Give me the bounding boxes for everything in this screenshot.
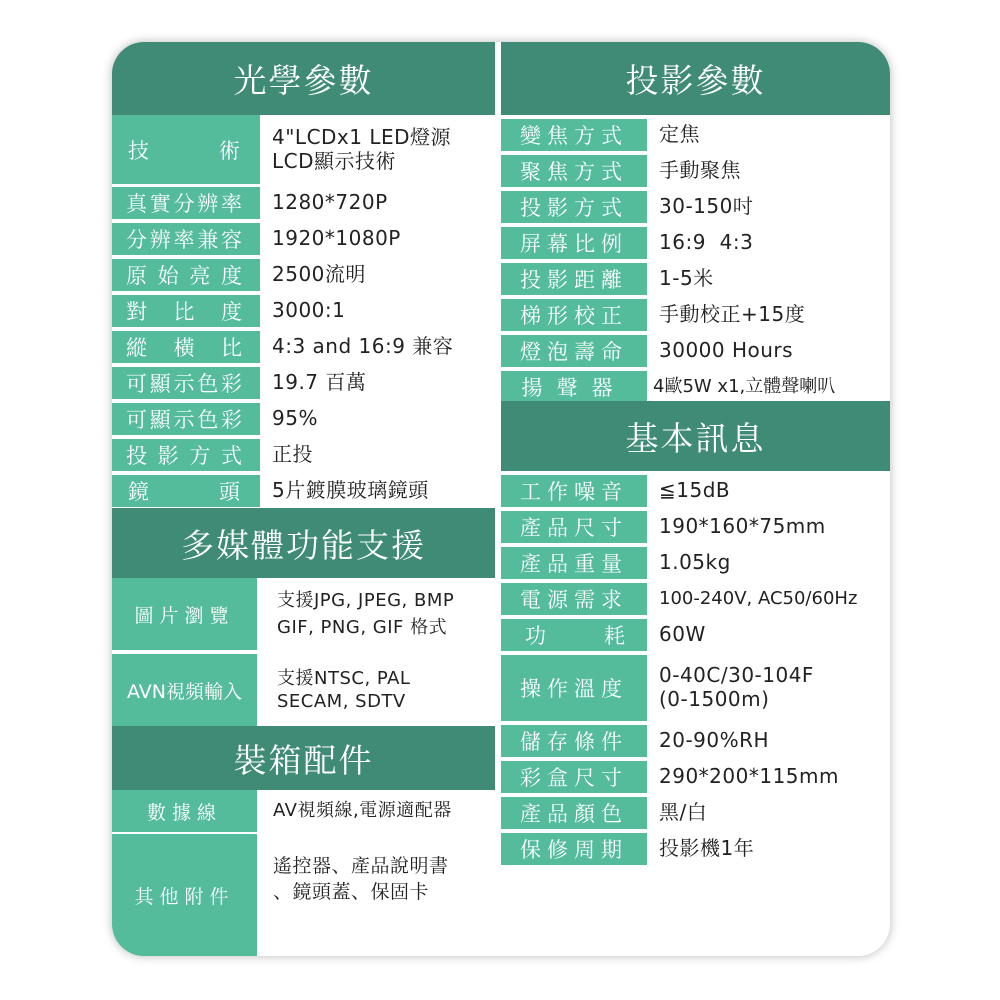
label-speaker: 揚聲器 xyxy=(501,371,647,403)
label-char: 方 xyxy=(189,444,211,468)
label-lens xyxy=(112,475,260,507)
value-lamp-life: 30000 Hours xyxy=(659,338,794,363)
optical-section-title: 光學參數 xyxy=(112,42,495,115)
label-focus: 聚焦方式 xyxy=(501,155,647,187)
value-cables: AV視頻線,電源適配器 xyxy=(273,800,452,822)
value-projection-mode: 正投 xyxy=(272,442,313,467)
label-char: 式 xyxy=(220,444,242,468)
label-keystone: 梯形校正 xyxy=(501,299,647,331)
label-char: 亮 xyxy=(189,264,211,288)
value-brightness: 2500流明 xyxy=(272,262,366,287)
label-char: 實 xyxy=(149,192,171,216)
value-warranty: 投影機1年 xyxy=(659,836,755,861)
label-projection-size: 投影方式 xyxy=(501,191,647,223)
label-char: 真 xyxy=(126,192,147,216)
label-char: 率 xyxy=(221,192,242,216)
value-focus: 手動聚焦 xyxy=(659,158,741,183)
value-screen-ratio: 16:9 4:3 xyxy=(659,230,754,255)
value-product-weight: 1.05kg xyxy=(659,550,731,575)
label-other-accessories: 其他附件 xyxy=(112,834,257,956)
label-char: 始 xyxy=(157,264,179,288)
label-operating-temp: 操作溫度 xyxy=(501,655,647,721)
label-product-weight: 產品重量 xyxy=(501,547,647,579)
label-image-browsing: 圖片瀏覽 xyxy=(112,578,257,650)
value-product-size: 190*160*75mm xyxy=(659,514,826,539)
value-projection-size: 30-150吋 xyxy=(659,194,754,219)
label-contrast xyxy=(112,295,260,327)
label-char: 色 xyxy=(197,408,219,432)
accessories-section-title: 裝箱配件 xyxy=(112,726,495,790)
label-projection-mode xyxy=(112,439,260,471)
label-technology xyxy=(112,115,260,184)
label-storage: 儲存條件 xyxy=(501,725,647,757)
label-zoom: 變焦方式 xyxy=(501,119,647,151)
label-display-colors xyxy=(112,367,260,399)
value-speaker: 4歐5W x1,立體聲喇叭 xyxy=(653,376,836,398)
label-warranty: 保修周期 xyxy=(501,833,647,865)
value-contrast: 3000:1 xyxy=(272,298,346,323)
value-image-browsing: 支援JPG, JPEG, BMP GIF, PNG, GIF 格式 xyxy=(277,590,455,638)
label-char: 彩 xyxy=(221,372,242,396)
value-color-gamut: 95% xyxy=(272,406,318,431)
label-char: 原 xyxy=(126,264,147,288)
label-char: 顯 xyxy=(149,372,171,396)
label-char: 鏡 xyxy=(128,480,149,504)
label-char: 示 xyxy=(173,408,195,432)
label-compatible-resolution xyxy=(112,223,260,255)
label-char: 彩 xyxy=(221,408,242,432)
value-lens: 5片鍍膜玻璃鏡頭 xyxy=(272,478,429,503)
label-char: 辨 xyxy=(149,228,171,252)
value-power-supply: 100-240V, AC50/60Hz xyxy=(659,588,858,610)
value-operating-temp: 0-40C/30-104F (0-1500m) xyxy=(659,663,814,711)
value-storage: 20-90%RH xyxy=(659,728,770,753)
value-product-color: 黑/白 xyxy=(659,800,708,825)
label-char: 功 xyxy=(525,624,546,648)
value-box-size: 290*200*115mm xyxy=(659,764,839,789)
label-product-size: 產品尺寸 xyxy=(501,511,647,543)
label-native-resolution xyxy=(112,187,260,219)
value-native-resolution: 1280*720P xyxy=(272,190,388,215)
label-box-size: 彩盒尺寸 xyxy=(501,761,647,793)
label-product-color: 產品顏色 xyxy=(501,797,647,829)
label-technology-char-1: 技 xyxy=(128,138,149,163)
label-char: 分 xyxy=(126,228,147,252)
value-technology: 4"LCDx1 LED燈源 LCD顯示技術 xyxy=(272,124,452,173)
label-char: 度 xyxy=(221,300,242,324)
value-aspect-ratio: 4:3 and 16:9 兼容 xyxy=(272,334,454,359)
label-char: 辨 xyxy=(197,192,219,216)
label-char: 度 xyxy=(220,264,242,288)
value-keystone: 手動校正+15度 xyxy=(659,302,806,327)
label-color-gamut xyxy=(112,403,260,435)
label-char: 示 xyxy=(173,372,195,396)
value-zoom: 定焦 xyxy=(659,122,700,147)
label-projection-distance: 投影距離 xyxy=(501,263,647,295)
label-char: 影 xyxy=(157,444,179,468)
value-projection-distance: 1-5米 xyxy=(659,266,714,291)
label-char: 分 xyxy=(173,192,195,216)
label-screen-ratio: 屏幕比例 xyxy=(501,227,647,259)
label-char: 可 xyxy=(126,372,147,396)
label-char: 顯 xyxy=(149,408,171,432)
label-brightness xyxy=(112,259,260,291)
label-char: 投 xyxy=(126,444,147,468)
label-noise: 工作噪音 xyxy=(501,475,647,507)
label-char: 比 xyxy=(221,336,242,360)
label-cables: 數據線 xyxy=(112,790,257,832)
label-char: 橫 xyxy=(173,336,195,360)
label-char: 頭 xyxy=(219,480,240,504)
label-char: 率 xyxy=(173,228,195,252)
label-char: 兼 xyxy=(197,228,219,252)
label-char: 對 xyxy=(126,300,147,324)
value-display-colors: 19.7 百萬 xyxy=(272,370,367,395)
label-char: 比 xyxy=(173,300,195,324)
spec-card xyxy=(112,42,890,956)
label-char: 色 xyxy=(197,372,219,396)
label-char: 可 xyxy=(126,408,147,432)
label-power-supply: 電源需求 xyxy=(501,583,647,615)
label-aspect-ratio xyxy=(112,331,260,363)
value-av-input: 支援NTSC, PAL SECAM, SDTV xyxy=(277,667,411,712)
label-technology-char-2: 術 xyxy=(219,138,240,163)
label-char: 耗 xyxy=(604,624,625,648)
label-av-input: AVN視頻輸入 xyxy=(112,654,257,726)
projection-section-title: 投影參數 xyxy=(501,42,890,115)
basic-section-title: 基本訊息 xyxy=(501,401,890,471)
label-char: 容 xyxy=(221,228,242,252)
value-power-consumption: 60W xyxy=(659,622,706,647)
label-char: 縱 xyxy=(126,336,147,360)
label-power-consumption xyxy=(501,619,647,651)
multimedia-section-title: 多媒體功能支援 xyxy=(112,508,495,578)
label-lamp-life: 燈泡壽命 xyxy=(501,335,647,367)
value-noise: ≦15dB xyxy=(659,478,731,503)
value-other-accessories: 遙控器、產品說明書 、鏡頭蓋、保固卡 xyxy=(273,855,449,903)
value-compatible-resolution: 1920*1080P xyxy=(272,226,401,251)
